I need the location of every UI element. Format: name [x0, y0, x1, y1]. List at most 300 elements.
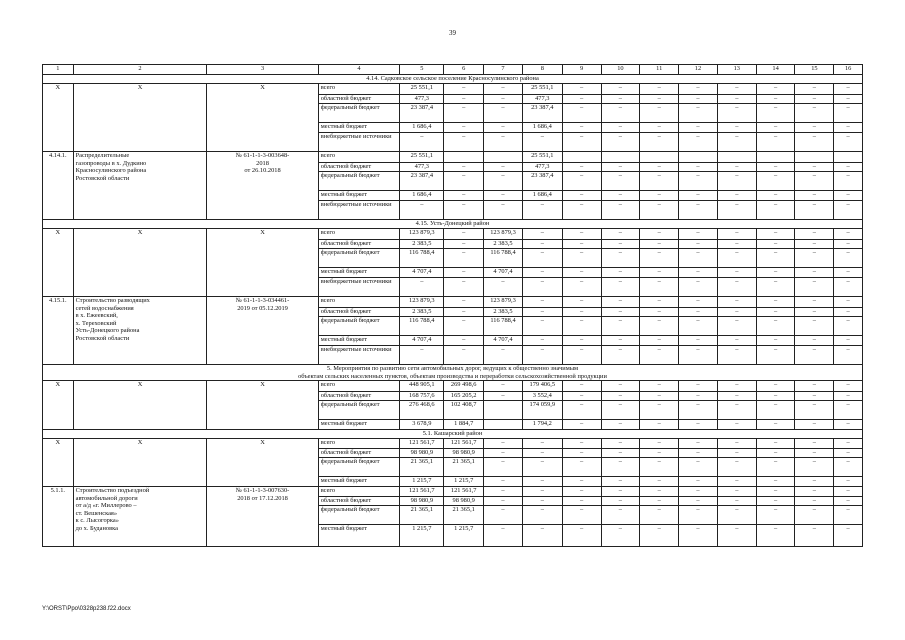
cell-line: 2018 от 17.12.2018	[237, 494, 288, 502]
funding-source-cell: федеральный бюджет	[318, 104, 400, 123]
column-number-7: 7	[484, 65, 523, 75]
expertise-number-cell	[207, 439, 318, 487]
amount-cell: 168 757,6	[400, 392, 444, 401]
amount-cell: 116 788,4	[484, 249, 523, 268]
amount-cell: 116 788,4	[400, 249, 444, 268]
cell-line: Красносулинского района	[75, 167, 147, 174]
amount-cell: –	[679, 525, 718, 547]
amount-cell: –	[834, 297, 863, 308]
amount-cell: 123 879,3	[484, 297, 523, 308]
amount-cell: –	[562, 525, 601, 547]
amount-cell	[601, 152, 640, 163]
cell-line: 2018	[256, 159, 269, 167]
amount-cell: –	[717, 172, 756, 191]
amount-cell	[444, 152, 484, 163]
amount-cell: –	[679, 506, 718, 525]
amount-cell: –	[717, 191, 756, 201]
amount-cell: –	[795, 525, 834, 547]
program-table-sheet	[42, 64, 863, 547]
funding-source-cell: всего	[318, 439, 400, 449]
amount-cell: –	[601, 439, 640, 449]
amount-cell: –	[679, 420, 718, 430]
amount-cell: –	[484, 487, 523, 497]
amount-cell: 123 879,3	[400, 229, 444, 240]
amount-cell: –	[562, 458, 601, 477]
amount-cell: –	[795, 249, 834, 268]
amount-cell: –	[640, 497, 679, 506]
amount-cell: –	[400, 133, 444, 152]
amount-cell: –	[795, 401, 834, 420]
table-row	[43, 84, 863, 95]
table-row	[43, 229, 863, 240]
cell-line: Х	[260, 439, 265, 446]
funding-table	[42, 64, 863, 547]
amount-cell: –	[444, 95, 484, 104]
amount-cell: –	[562, 268, 601, 278]
amount-cell: 2 383,5	[484, 240, 523, 249]
amount-cell: 1 686,4	[400, 123, 444, 133]
amount-cell: –	[834, 123, 863, 133]
amount-cell: –	[834, 449, 863, 458]
amount-cell: –	[834, 308, 863, 317]
amount-cell: 1 686,4	[522, 191, 562, 201]
expertise-number-cell	[207, 84, 318, 152]
amount-cell: –	[562, 163, 601, 172]
amount-cell: –	[717, 104, 756, 123]
amount-cell: –	[679, 95, 718, 104]
amount-cell: –	[601, 420, 640, 430]
amount-cell: 276 468,6	[400, 401, 444, 420]
amount-cell: 1 686,4	[522, 123, 562, 133]
amount-cell: –	[640, 133, 679, 152]
section-heading	[43, 430, 863, 439]
amount-cell: –	[834, 477, 863, 487]
amount-cell: –	[640, 346, 679, 365]
amount-cell: –	[601, 477, 640, 487]
amount-cell: –	[562, 172, 601, 191]
cell-line: сетей водоснабжения	[75, 304, 134, 312]
funding-source-cell: областной бюджет	[318, 163, 400, 172]
cell-line: Строительство разводящих	[75, 297, 150, 304]
table-row	[43, 381, 863, 392]
column-number-13: 13	[717, 65, 756, 75]
cell-line: Ростовской области	[75, 334, 130, 342]
amount-cell: 3 552,4	[522, 392, 562, 401]
amount-cell: –	[640, 84, 679, 95]
amount-cell: –	[484, 449, 523, 458]
cell-line: к с. Лысогорка»	[75, 517, 119, 524]
funding-source-cell: областной бюджет	[318, 392, 400, 401]
amount-cell: –	[601, 317, 640, 336]
amount-cell	[756, 152, 795, 163]
amount-cell: –	[795, 392, 834, 401]
amount-cell: 121 561,7	[444, 439, 484, 449]
amount-cell: –	[795, 381, 834, 392]
amount-cell: –	[601, 449, 640, 458]
amount-cell: 98 980,9	[400, 449, 444, 458]
item-number-cell: 4.14.1.	[43, 152, 74, 220]
amount-cell: –	[679, 392, 718, 401]
funding-source-cell: федеральный бюджет	[318, 317, 400, 336]
amount-cell: –	[795, 201, 834, 220]
amount-cell: 477,3	[522, 95, 562, 104]
cell-line: 5.1. Кашарский район	[422, 430, 483, 437]
funding-source-cell: местный бюджет	[318, 268, 400, 278]
amount-cell: –	[522, 487, 562, 497]
amount-cell: –	[484, 278, 523, 297]
amount-cell: –	[717, 133, 756, 152]
cell-line: № 61-1-1-3-034461-	[235, 297, 290, 304]
amount-cell: –	[601, 249, 640, 268]
amount-cell: –	[756, 487, 795, 497]
amount-cell: –	[679, 104, 718, 123]
column-number-3: 3	[207, 65, 318, 75]
amount-cell	[834, 152, 863, 163]
amount-cell: –	[834, 506, 863, 525]
amount-cell: –	[679, 297, 718, 308]
amount-cell: –	[679, 191, 718, 201]
amount-cell: –	[601, 163, 640, 172]
funding-source-cell: всего	[318, 229, 400, 240]
amount-cell: –	[795, 84, 834, 95]
amount-cell: –	[444, 84, 484, 95]
column-number-4: 4	[318, 65, 400, 75]
amount-cell: –	[679, 487, 718, 497]
cell-line: Усть-Донецкого района	[75, 327, 140, 334]
amount-cell: –	[444, 249, 484, 268]
amount-cell: –	[756, 401, 795, 420]
amount-cell: –	[562, 392, 601, 401]
amount-cell: –	[717, 336, 756, 346]
amount-cell: 121 561,7	[400, 439, 444, 449]
amount-cell: –	[795, 458, 834, 477]
table-row	[43, 297, 863, 308]
section-heading	[43, 365, 863, 381]
section-heading-row	[43, 220, 863, 229]
amount-cell: –	[795, 240, 834, 249]
amount-cell: –	[640, 172, 679, 191]
amount-cell: –	[522, 133, 562, 152]
amount-cell: –	[444, 346, 484, 365]
item-name-cell	[73, 439, 207, 487]
amount-cell: –	[640, 392, 679, 401]
amount-cell: 25 551,1	[522, 152, 562, 163]
amount-cell: –	[484, 133, 523, 152]
amount-cell: 4 707,4	[400, 336, 444, 346]
amount-cell: –	[640, 439, 679, 449]
amount-cell: –	[717, 506, 756, 525]
funding-source-cell: всего	[318, 381, 400, 392]
amount-cell: –	[756, 381, 795, 392]
amount-cell: –	[601, 240, 640, 249]
item-name-cell	[73, 487, 207, 547]
amount-cell: –	[679, 278, 718, 297]
amount-cell: –	[522, 346, 562, 365]
amount-cell: 477,3	[400, 95, 444, 104]
amount-cell: –	[601, 487, 640, 497]
cell-line: газопроводы в х. Дудкино	[75, 159, 147, 167]
amount-cell: 23 387,4	[522, 104, 562, 123]
cell-line: Ростовской области	[75, 174, 130, 182]
amount-cell: –	[756, 104, 795, 123]
amount-cell: 121 561,7	[400, 487, 444, 497]
amount-cell: –	[640, 297, 679, 308]
funding-source-cell: всего	[318, 84, 400, 95]
expertise-number-cell	[207, 487, 318, 547]
funding-source-cell: областной бюджет	[318, 497, 400, 506]
amount-cell: –	[795, 133, 834, 152]
amount-cell: –	[717, 497, 756, 506]
amount-cell: –	[717, 123, 756, 133]
amount-cell: –	[640, 95, 679, 104]
amount-cell: –	[834, 346, 863, 365]
column-number-row	[43, 65, 863, 75]
amount-cell	[484, 152, 523, 163]
funding-source-cell: всего	[318, 297, 400, 308]
amount-cell: –	[756, 449, 795, 458]
amount-cell: –	[717, 401, 756, 420]
amount-cell: –	[601, 229, 640, 240]
amount-cell: –	[756, 317, 795, 336]
amount-cell: –	[640, 525, 679, 547]
amount-cell: –	[834, 268, 863, 278]
amount-cell: –	[834, 249, 863, 268]
amount-cell: 98 980,9	[444, 449, 484, 458]
amount-cell: –	[756, 336, 795, 346]
amount-cell: –	[717, 458, 756, 477]
funding-source-cell: местный бюджет	[318, 336, 400, 346]
amount-cell: –	[679, 449, 718, 458]
amount-cell: –	[834, 95, 863, 104]
cell-line: х. Тереховский	[75, 319, 117, 327]
amount-cell: –	[562, 104, 601, 123]
cell-line: Х	[137, 381, 143, 388]
amount-cell: –	[484, 84, 523, 95]
amount-cell: –	[795, 439, 834, 449]
amount-cell: 2 383,5	[400, 240, 444, 249]
amount-cell: –	[679, 201, 718, 220]
table-row	[43, 487, 863, 497]
amount-cell: –	[795, 278, 834, 297]
amount-cell: –	[562, 240, 601, 249]
amount-cell: –	[640, 278, 679, 297]
amount-cell: –	[756, 392, 795, 401]
item-number-cell: 5.1.1.	[43, 487, 74, 547]
table-row	[43, 152, 863, 163]
amount-cell	[679, 152, 718, 163]
amount-cell: –	[640, 191, 679, 201]
amount-cell: –	[601, 506, 640, 525]
amount-cell: –	[717, 240, 756, 249]
amount-cell: 1 215,7	[444, 525, 484, 547]
amount-cell: –	[562, 497, 601, 506]
amount-cell: –	[834, 525, 863, 547]
amount-cell: –	[679, 249, 718, 268]
amount-cell: 174 059,9	[522, 401, 562, 420]
amount-cell: –	[601, 401, 640, 420]
item-number-cell: Х	[43, 439, 74, 487]
amount-cell: –	[640, 104, 679, 123]
amount-cell: 98 980,9	[444, 497, 484, 506]
amount-cell: –	[717, 392, 756, 401]
cell-line: 4.14. Садковское сельское поселение Красносулинского района	[366, 75, 539, 82]
amount-cell: –	[717, 163, 756, 172]
amount-cell: –	[640, 487, 679, 497]
amount-cell: –	[444, 123, 484, 133]
amount-cell: –	[756, 191, 795, 201]
cell-line: до х. Будановка	[75, 524, 118, 532]
amount-cell: –	[834, 104, 863, 123]
item-number-cell: 4.15.1.	[43, 297, 74, 365]
amount-cell: –	[444, 229, 484, 240]
amount-cell: –	[522, 497, 562, 506]
amount-cell: –	[601, 172, 640, 191]
amount-cell: –	[522, 458, 562, 477]
item-number-cell: Х	[43, 84, 74, 152]
amount-cell: –	[756, 249, 795, 268]
expertise-number-cell	[207, 152, 318, 220]
amount-cell	[562, 152, 601, 163]
column-number-8: 8	[522, 65, 562, 75]
section-heading-row	[43, 75, 863, 84]
amount-cell: –	[522, 477, 562, 487]
expertise-number-cell	[207, 381, 318, 430]
cell-line: ст. Вешенская»	[75, 509, 118, 517]
amount-cell: –	[795, 317, 834, 336]
amount-cell: –	[679, 317, 718, 336]
amount-cell: 123 879,3	[484, 229, 523, 240]
column-number-2: 2	[73, 65, 207, 75]
amount-cell: –	[834, 439, 863, 449]
amount-cell: –	[522, 249, 562, 268]
amount-cell: –	[522, 268, 562, 278]
amount-cell: –	[562, 95, 601, 104]
cell-line: Х	[137, 229, 143, 236]
amount-cell: –	[640, 229, 679, 240]
amount-cell: –	[640, 401, 679, 420]
amount-cell: –	[795, 268, 834, 278]
cell-line: Х	[260, 229, 265, 236]
funding-source-cell: внебюджетные источники	[318, 133, 400, 152]
amount-cell: –	[640, 317, 679, 336]
amount-cell: –	[756, 497, 795, 506]
amount-cell: –	[756, 240, 795, 249]
funding-source-cell: местный бюджет	[318, 525, 400, 547]
amount-cell: –	[640, 249, 679, 268]
amount-cell: –	[795, 163, 834, 172]
amount-cell: –	[679, 133, 718, 152]
amount-cell: –	[601, 133, 640, 152]
amount-cell: –	[562, 229, 601, 240]
amount-cell: 25 551,1	[400, 152, 444, 163]
cell-line: 4.15. Усть-Донецкий район	[415, 220, 490, 227]
amount-cell: –	[756, 525, 795, 547]
amount-cell: 1 884,7	[444, 420, 484, 430]
amount-cell: –	[601, 308, 640, 317]
amount-cell: –	[834, 191, 863, 201]
section-heading-row	[43, 365, 863, 381]
amount-cell: –	[444, 191, 484, 201]
amount-cell: 123 879,3	[400, 297, 444, 308]
cell-line: № 61-1-1-3-003648-	[235, 152, 290, 159]
cell-line: Х	[137, 439, 143, 446]
cell-line: автомобильной дороги	[75, 494, 138, 502]
amount-cell: 23 387,4	[400, 172, 444, 191]
amount-cell: –	[679, 172, 718, 191]
amount-cell: –	[522, 317, 562, 336]
amount-cell: –	[562, 420, 601, 430]
amount-cell: –	[444, 172, 484, 191]
amount-cell: –	[795, 297, 834, 308]
column-number-14: 14	[756, 65, 795, 75]
amount-cell: 21 365,1	[400, 506, 444, 525]
amount-cell: 98 980,9	[400, 497, 444, 506]
funding-source-cell: областной бюджет	[318, 449, 400, 458]
amount-cell: –	[717, 420, 756, 430]
funding-source-cell: федеральный бюджет	[318, 249, 400, 268]
amount-cell: –	[444, 133, 484, 152]
amount-cell: –	[679, 308, 718, 317]
amount-cell: –	[795, 104, 834, 123]
amount-cell: –	[601, 278, 640, 297]
amount-cell: –	[834, 401, 863, 420]
amount-cell: –	[795, 123, 834, 133]
amount-cell: –	[601, 201, 640, 220]
amount-cell: –	[795, 308, 834, 317]
amount-cell: –	[640, 268, 679, 278]
amount-cell: –	[834, 336, 863, 346]
amount-cell: –	[601, 95, 640, 104]
amount-cell: –	[795, 336, 834, 346]
amount-cell: –	[679, 123, 718, 133]
amount-cell: –	[834, 278, 863, 297]
amount-cell: –	[679, 381, 718, 392]
column-number-16: 16	[834, 65, 863, 75]
amount-cell: –	[717, 95, 756, 104]
amount-cell: –	[756, 163, 795, 172]
amount-cell: –	[562, 201, 601, 220]
amount-cell: –	[562, 249, 601, 268]
file-path-footer: Y:\ORST\Ppo\0328p238.f22.docx	[42, 606, 131, 612]
cell-line: Х	[260, 381, 265, 388]
amount-cell: –	[834, 133, 863, 152]
funding-source-cell: местный бюджет	[318, 191, 400, 201]
amount-cell: 25 551,1	[400, 84, 444, 95]
amount-cell: –	[484, 104, 523, 123]
table-row	[43, 439, 863, 449]
item-name-cell	[73, 229, 207, 297]
amount-cell: –	[795, 346, 834, 365]
amount-cell: –	[756, 278, 795, 297]
amount-cell: –	[601, 268, 640, 278]
amount-cell: –	[640, 308, 679, 317]
funding-source-cell: областной бюджет	[318, 95, 400, 104]
amount-cell: 179 406,5	[522, 381, 562, 392]
amount-cell: 21 365,1	[444, 506, 484, 525]
amount-cell: –	[717, 477, 756, 487]
amount-cell: –	[601, 336, 640, 346]
amount-cell: 477,3	[400, 163, 444, 172]
amount-cell	[640, 152, 679, 163]
amount-cell: –	[640, 449, 679, 458]
amount-cell: –	[717, 317, 756, 336]
amount-cell: –	[601, 123, 640, 133]
amount-cell: –	[484, 439, 523, 449]
amount-cell: –	[601, 346, 640, 365]
amount-cell: –	[717, 525, 756, 547]
amount-cell: –	[756, 268, 795, 278]
amount-cell: –	[717, 308, 756, 317]
